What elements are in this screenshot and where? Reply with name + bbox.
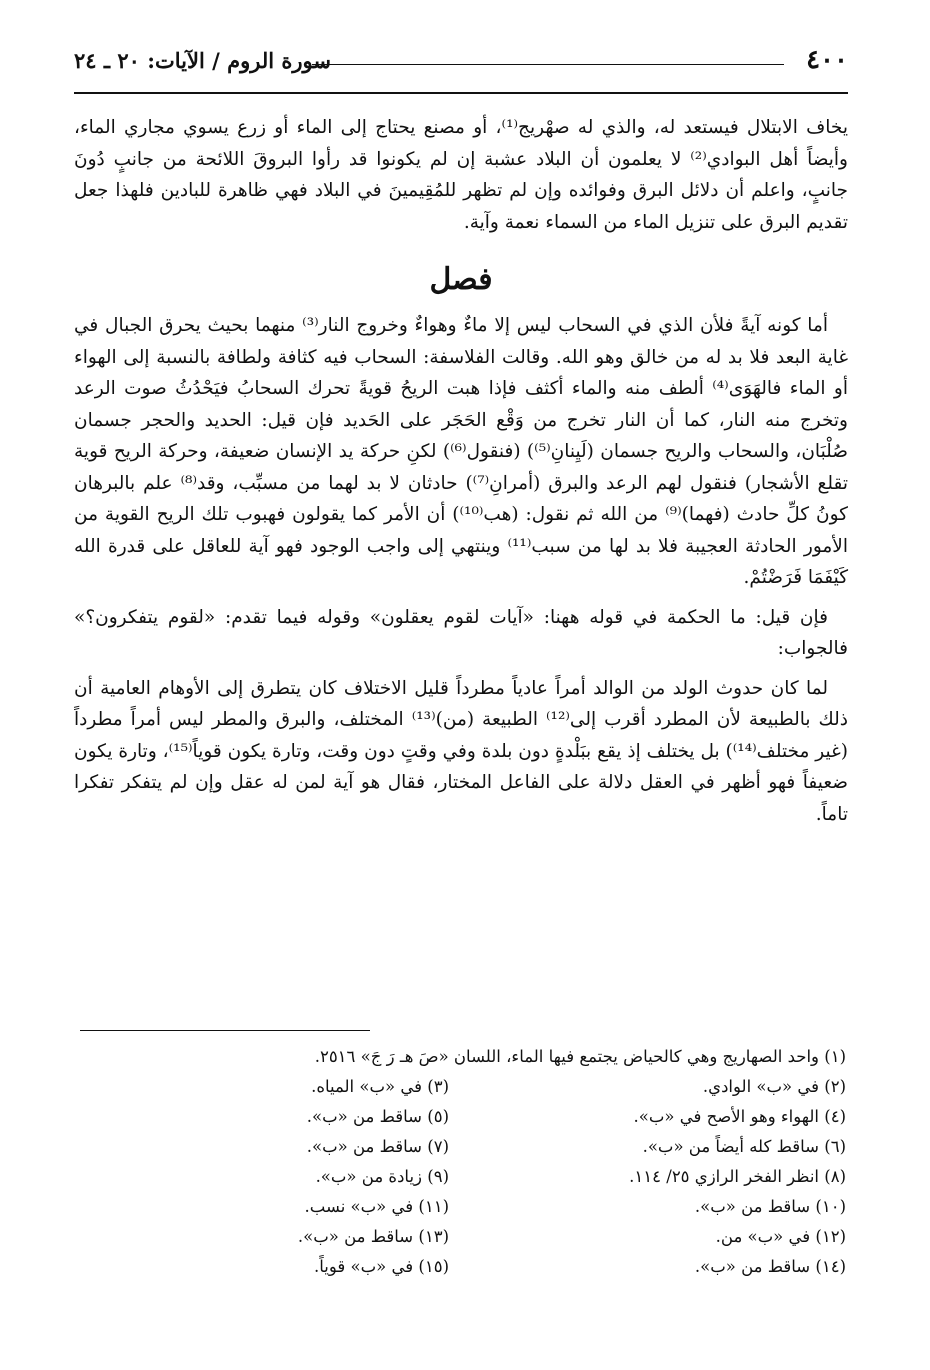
footnote-1: (١) واحد الصهاريج وهي كالحياض يجتمع فيها الماء، اللسان «صَ هـ رَ جَ» ٢٥١٦. (314, 1047, 846, 1066)
footnote-4: (٤) الهواء وهو الأصح في «ب». (633, 1107, 846, 1126)
footnote-14: (١٤) ساقط من «ب». (694, 1257, 846, 1276)
footnote-3: (٣) في «ب» المياه. (311, 1077, 449, 1096)
footnote-13: (١٣) ساقط من «ب». (297, 1227, 449, 1246)
footnote-2: (٢) في «ب» الوادي. (702, 1077, 846, 1096)
paragraph-1: أما كونه آيةً فلأن الذي في السحاب ليس إلا ماءٌ وهواءٌ وخروج النار⁽³⁾ منهما بحيث يحرق الجبال في غاية البعد فلا بد له من خالق وهو الله. وقالت الفلاسفة: السحاب فيه كثافة ولطافة بالنسبة إلى الهواء أو الماء فالهَوَى⁽⁴⁾ ألطف منه والماء أكثف فإذا هبت الريحُ قويةً تحرك السحابُ فيَحْدُثُ صوت الرعد وتخرج منه النار، كما أن النار تخرج من وَقْع الحَجَر على الحَديد فإن قيل: الحديد والحجر جسمان صُلْبَان، والسحاب والريح جسمان (لَيِنانِ⁽⁵⁾) (فنقول⁽⁶⁾) لكنِ حركة يد الإنسان ضعيفة، وحركة الريح قوية تقلع الأشجار) فنقول لهم الرعد والبرق (أمرانِ⁽⁷⁾) حادثان لا بد لهما من مسبِّب، وقد⁽⁸⁾ علم بالبرهان كونُ كلِّ حادث (فهما)⁽⁹⁾ من الله ثم نقول: (هب⁽¹⁰⁾) أن الأمر كما يقولون فهبوب تلك الريح القوية من الأمور الحادثة العجيبة فلا بد لها من سبب⁽¹¹⁾ وينتهي إلى واجب الوجود فهو آية للعاقل على قدرة الله كَيْفَمَا فَرَضْتُمْ. (74, 315, 849, 588)
section-heading: فصل (429, 262, 493, 297)
footnote-12: (١٢) في «ب» من. (715, 1227, 846, 1246)
footnote-8: (٨) انظر الفخر الرازي ٢٥/ ١١٤. (629, 1167, 846, 1186)
footnote-10: (١٠) ساقط من «ب». (694, 1197, 846, 1216)
footnote-15: (١٥) في «ب» قوياً. (314, 1257, 449, 1276)
footnote-7: (٧) ساقط من «ب». (306, 1137, 449, 1156)
running-title: سورة الروم / الآيات: ٢٠ ـ ٢٤ (74, 48, 331, 73)
header-rule (74, 92, 848, 94)
footnotes (82, 1042, 846, 1282)
footnote-6: (٦) ساقط كله أيضاً من «ب». (642, 1137, 846, 1156)
intro-paragraph: يخاف الابتلال فيستعد له، والذي له صهْريج⁽¹⁾، أو مصنع يحتاج إلى الماء أو زرع يسوي مجاري الماء، وأيضاً أهل البوادي⁽²⁾ لا يعلمون أن البلاد عشبة إن لم يكونوا قد رأوا البروقَ اللائحة من جانبٍ دُونَ جانبٍ، واعلم أن دلائل البرق وفوائده وإن لم تظهر للمُقِيمينَ في البلاد فهي ظاهرة للبادين فلهذا جعل تقديم البرق على تنزيل الماء من السماء نعمة وآية. (74, 117, 848, 233)
main-text (74, 112, 848, 838)
paragraph-3: لما كان حدوث الولد من الوالد أمراً عادياً مطرداً قليل الاختلاف كان يتطرق إلى الأوهام العامية أن ذلك بالطبيعة لأن المطرد أقرب إلى⁽¹²⁾ الطبيعة (من)⁽¹³⁾ المختلف، والبرق والمطر ليس أمراً مطرداً (غير مختلف⁽¹⁴⁾) بل يختلف إذ يقع ببَلْدةٍ دون بلدة وفي وقتٍ دون وقت، وتارة يكون قوياً⁽¹⁵⁾، وتارة يكون ضعيفاً فهو أظهر في العقل دلالة على الفاعل المختار، فقال هو آية لمن له عقل وإن لم يتفكر تفكرا تاماً. (74, 677, 848, 825)
page-header (74, 42, 848, 82)
paragraph-2: فإن قيل: ما الحكمة في قوله ههنا: «آيات لقوم يعقلون» وقوله فيما تقدم: «لقوم يتفكرون؟» فالجواب: (74, 606, 848, 659)
footnote-11: (١١) في «ب» نسب. (304, 1197, 449, 1216)
header-leader-line (312, 64, 784, 65)
page-number: ٤٠٠ (806, 45, 848, 75)
footnote-grid (82, 1072, 846, 1282)
footnote-separator (80, 1030, 370, 1031)
footnote-9: (٩) زيادة من «ب». (315, 1167, 449, 1186)
footnote-5: (٥) ساقط من «ب». (306, 1107, 449, 1126)
